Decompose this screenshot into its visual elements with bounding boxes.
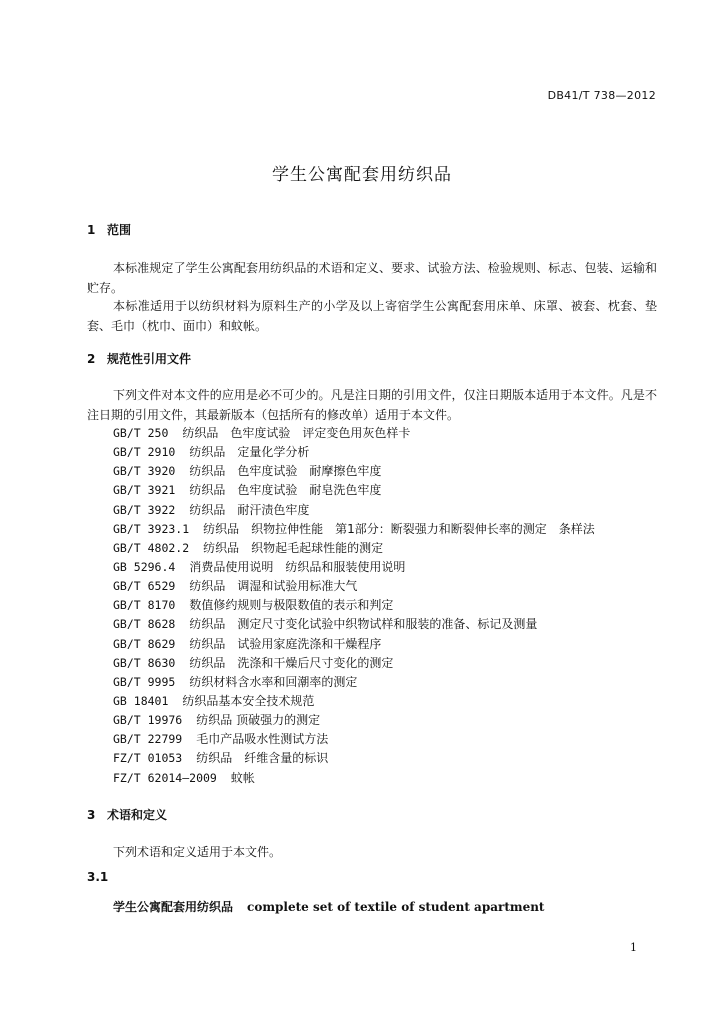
section-2-title: 规范性引用文件 (107, 352, 192, 366)
terms-intro: 下列术语和定义适用于本文件。 (113, 845, 282, 859)
reference-item (113, 654, 595, 673)
reference-title: 数值修约规则与极限数值的表示和判定 (189, 598, 394, 613)
term-3-1-english: complete set of textile of student apartment (247, 900, 545, 914)
reference-item (113, 520, 595, 539)
reference-item (113, 539, 595, 558)
reference-item (113, 673, 595, 692)
reference-code: FZ/T 62014—2009 (113, 770, 217, 785)
reference-title: 毛巾产品吸水性测试方法 (196, 732, 329, 747)
reference-code: FZ/T 01053 (113, 751, 183, 766)
reference-code: GB/T 8170 (113, 598, 176, 613)
reference-item (113, 769, 595, 788)
reference-item (113, 443, 595, 462)
reference-code: GB/T 3922 (113, 502, 176, 517)
reference-list (113, 424, 595, 788)
reference-title: 纺织材料含水率和回潮率的测定 (189, 674, 358, 689)
reference-item (113, 730, 595, 749)
reference-title: 纺织品 色牢度试验 耐皂洗色牢度 (189, 483, 382, 498)
reference-item (113, 711, 595, 730)
reference-item (113, 635, 595, 654)
section-3-title: 术语和定义 (107, 808, 168, 822)
reference-title: 纺织品基本安全技术规范 (182, 693, 315, 708)
normative-intro: 下列文件对本文件的应用是必不可少的。凡是注日期的引用文件，仅注日期版本适用于本文件。凡是不注日期的引用文件，其最新版本（包括所有的修改单）适用于本文件。 (87, 388, 657, 422)
scope-paragraph-2: 本标准适用于以纺织材料为原料生产的小学及以上寄宿学生公寓配套用床单、床罩、被套、枕套、垫套、毛巾（枕巾、面巾）和蚊帐。 (87, 299, 657, 333)
reference-title: 纺织品 织物起毛起球性能的测定 (203, 540, 384, 555)
standard-code: DB41/T 738—2012 (547, 89, 656, 102)
reference-item (113, 615, 595, 634)
reference-code: GB/T 9995 (113, 674, 176, 689)
reference-code: GB/T 3923.1 (113, 521, 190, 536)
reference-item (113, 481, 595, 500)
reference-code: GB/T 6529 (113, 579, 176, 594)
reference-code: GB/T 8629 (113, 636, 176, 651)
reference-code: GB/T 8628 (113, 617, 176, 632)
reference-item (113, 462, 595, 481)
reference-title: 消费品使用说明 纺织品和服装使用说明 (189, 559, 406, 574)
reference-title: 纺织品 顶破强力的测定 (196, 713, 321, 728)
reference-code: GB/T 250 (113, 426, 169, 440)
section-1-title: 范围 (107, 223, 132, 237)
reference-item (113, 577, 595, 596)
term-3-1 (113, 898, 544, 915)
reference-code: GB 5296.4 (113, 559, 176, 574)
reference-code: GB/T 4802.2 (113, 540, 190, 555)
reference-code: GB/T 22799 (113, 732, 183, 747)
section-1-number: 1 (87, 223, 96, 237)
reference-code: GB 18401 (113, 693, 169, 708)
section-3-number: 3 (87, 808, 96, 822)
section-1-heading (87, 221, 131, 238)
reference-title: 纺织品 耐汗渍色牢度 (189, 502, 310, 517)
page-number: 1 (630, 941, 637, 954)
reference-code: GB/T 8630 (113, 655, 176, 670)
reference-title: 纺织品 试验用家庭洗涤和干燥程序 (189, 636, 382, 651)
reference-title: 纺织品 定量化学分析 (189, 445, 310, 460)
section-2-heading (87, 350, 191, 367)
reference-item (113, 596, 595, 615)
reference-code: GB/T 19976 (113, 713, 183, 728)
reference-title: 纺织品 测定尺寸变化试验中织物试样和服装的准备、标记及测量 (189, 617, 538, 632)
reference-item (113, 558, 595, 577)
reference-item (113, 424, 595, 443)
reference-title: 纺织品 纤维含量的标识 (196, 751, 329, 766)
reference-title: 蚊帐 (230, 770, 255, 785)
reference-title: 纺织品 洗涤和干燥后尺寸变化的测定 (189, 655, 394, 670)
reference-item (113, 501, 595, 520)
subsection-3-1-number: 3.1 (87, 870, 109, 884)
document-title: 学生公寓配套用纺织品 (272, 165, 452, 185)
reference-item (113, 749, 595, 768)
section-3-heading (87, 806, 167, 823)
reference-title: 纺织品 色牢度试验 评定变色用灰色样卡 (182, 426, 411, 440)
reference-title: 纺织品 调湿和试验用标准大气 (189, 579, 358, 594)
reference-item (113, 692, 595, 711)
reference-title: 纺织品 色牢度试验 耐摩擦色牢度 (189, 464, 382, 479)
reference-code: GB/T 3921 (113, 483, 176, 498)
reference-code: GB/T 2910 (113, 445, 176, 460)
reference-title: 纺织品 织物拉伸性能 第1部分：断裂强力和断裂伸长率的测定 条样法 (203, 521, 595, 536)
reference-code: GB/T 3920 (113, 464, 176, 479)
term-3-1-chinese: 学生公寓配套用纺织品 (113, 900, 234, 914)
section-2-number: 2 (87, 352, 96, 366)
scope-paragraph-1: 本标准规定了学生公寓配套用纺织品的术语和定义、要求、试验方法、检验规则、标志、包装、运输和贮存。 (87, 261, 657, 295)
